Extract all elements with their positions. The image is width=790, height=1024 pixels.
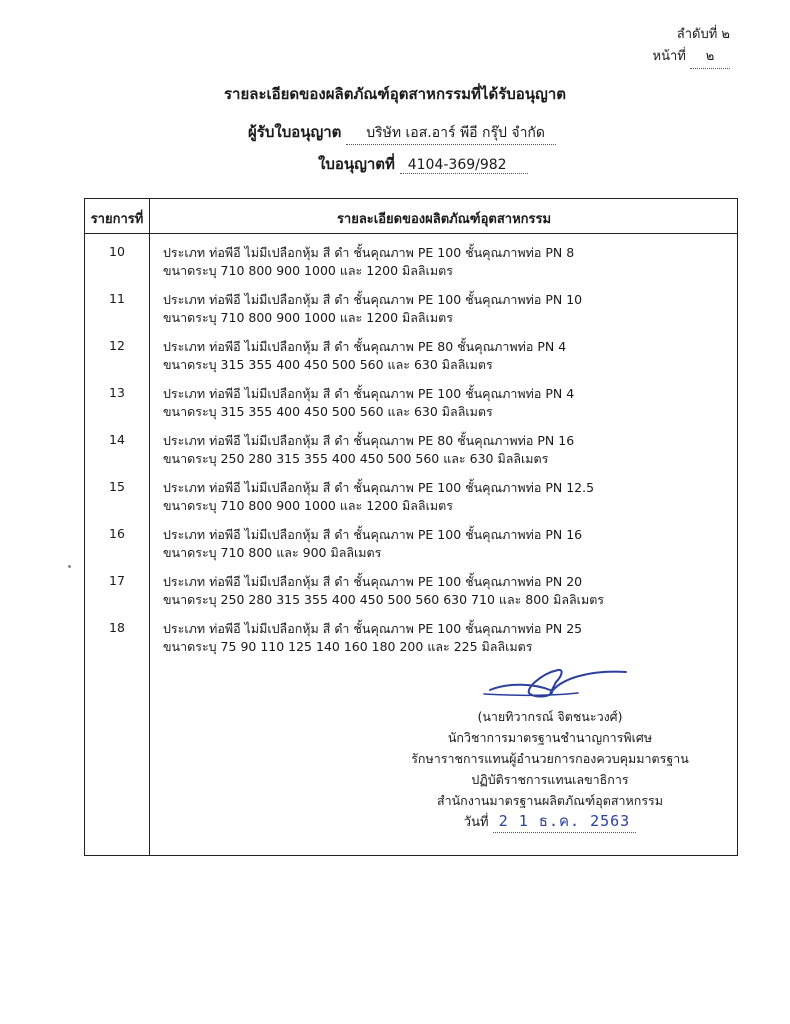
row-line-2: ขนาดระบุ 710 800 และ 900 มิลลิเมตร: [163, 545, 382, 560]
row-description: [163, 432, 733, 468]
licensee-line: [248, 120, 556, 145]
table-row: [85, 385, 737, 429]
table-row: [85, 573, 737, 617]
table-header: [85, 199, 737, 234]
page-value: ๒: [690, 46, 730, 69]
row-description: [163, 338, 733, 374]
date-stamp: 2 1 ธ.ค. 2563: [493, 811, 637, 833]
sequence-line: [653, 24, 730, 46]
row-number: 13: [109, 385, 125, 400]
date-line: [380, 811, 720, 833]
signer-office: สำนักงานมาตรฐานผลิตภัณฑ์อุตสาหกรรม: [436, 793, 664, 808]
sequence-label: ลำดับที่: [676, 27, 718, 42]
license-value: 4104-369/982: [400, 157, 528, 174]
table-row: [85, 291, 737, 335]
row-description: [163, 620, 733, 656]
row-line-2: ขนาดระบุ 315 355 400 450 500 560 และ 630 มิลลิเมตร: [163, 404, 493, 419]
signer-position-2: รักษาราชการแทนผู้อำนวยการกองควบคุมมาตรฐาน: [411, 751, 689, 766]
page-number-block: [653, 24, 730, 69]
row-description: [163, 291, 733, 327]
row-number: 16: [109, 526, 125, 541]
row-line-2: ขนาดระบุ 250 280 315 355 400 450 500 560 และ 630 มิลลิเมตร: [163, 451, 549, 466]
row-line-1: ประเภท ท่อพีอี ไม่มีเปลือกหุ้ม สี ดำ ชั้นคุณภาพ PE 100 ชั้นคุณภาพท่อ PN 8: [163, 245, 575, 260]
license-label: ใบอนุญาตที่: [318, 155, 395, 173]
header-description: รายละเอียดของผลิตภัณฑ์อุตสาหกรรม: [336, 212, 552, 227]
signer-position-3: ปฏิบัติราชการแทนเลขาธิการ: [471, 772, 629, 787]
licensee-value: บริษัท เอส.อาร์ พีอี กรุ๊ป จำกัด: [346, 122, 556, 145]
header-item-no: รายการที่: [90, 212, 144, 227]
table-row: [85, 526, 737, 570]
row-description: [163, 526, 733, 562]
license-number-line: [318, 152, 528, 176]
signer-name: (นายทิวากรณ์ จิตชนะวงศ์): [477, 709, 623, 724]
row-line-1: ประเภท ท่อพีอี ไม่มีเปลือกหุ้ม สี ดำ ชั้นคุณภาพ PE 100 ชั้นคุณภาพท่อ PN 20: [163, 574, 583, 589]
table-row: [85, 620, 737, 664]
page-label: หน้าที่: [652, 49, 686, 64]
table-row: [85, 479, 737, 523]
row-line-1: ประเภท ท่อพีอี ไม่มีเปลือกหุ้ม สี ดำ ชั้นคุณภาพ PE 100 ชั้นคุณภาพท่อ PN 12.5: [163, 480, 595, 495]
date-label: วันที่: [463, 815, 489, 830]
row-number: 17: [109, 573, 125, 588]
signature-text: [380, 706, 720, 833]
row-description: [163, 244, 733, 280]
table-row: [85, 338, 737, 382]
signer-position-1: นักวิชาการมาตรฐานชำนาญการพิเศษ: [447, 730, 653, 745]
row-number: 15: [109, 479, 125, 494]
row-line-1: ประเภท ท่อพีอี ไม่มีเปลือกหุ้ม สี ดำ ชั้นคุณภาพ PE 100 ชั้นคุณภาพท่อ PN 16: [163, 527, 583, 542]
row-number: 10: [109, 244, 125, 259]
row-description: [163, 385, 733, 421]
row-number: 18: [109, 620, 125, 635]
row-description: [163, 573, 733, 609]
page-line: [653, 46, 730, 69]
row-line-2: ขนาดระบุ 710 800 900 1000 และ 1200 มิลลิเมตร: [163, 263, 453, 278]
row-line-1: ประเภท ท่อพีอี ไม่มีเปลือกหุ้ม สี ดำ ชั้นคุณภาพ PE 100 ชั้นคุณภาพท่อ PN 25: [163, 621, 583, 636]
table-row: [85, 432, 737, 476]
row-line-1: ประเภท ท่อพีอี ไม่มีเปลือกหุ้ม สี ดำ ชั้นคุณภาพ PE 100 ชั้นคุณภาพท่อ PN 10: [163, 292, 583, 307]
document-title: รายละเอียดของผลิตภัณฑ์อุตสาหกรรมที่ได้รับอนุญาต: [223, 85, 566, 103]
row-description: [163, 479, 733, 515]
row-line-2: ขนาดระบุ 250 280 315 355 400 450 500 560 630 710 และ 800 มิลลิเมตร: [163, 592, 605, 607]
row-line-2: ขนาดระบุ 710 800 900 1000 และ 1200 มิลลิเมตร: [163, 498, 453, 513]
row-number: 12: [109, 338, 125, 353]
table-row: [85, 244, 737, 288]
row-number: 14: [109, 432, 125, 447]
licensee-label: ผู้รับใบอนุญาต: [248, 123, 342, 141]
row-line-2: ขนาดระบุ 710 800 900 1000 และ 1200 มิลลิเมตร: [163, 310, 453, 325]
row-line-2: ขนาดระบุ 75 90 110 125 140 160 180 200 และ 225 มิลลิเมตร: [163, 639, 533, 654]
row-line-1: ประเภท ท่อพีอี ไม่มีเปลือกหุ้ม สี ดำ ชั้นคุณภาพ PE 80 ชั้นคุณภาพท่อ PN 4: [163, 339, 567, 354]
scan-speck: [68, 565, 71, 568]
row-line-1: ประเภท ท่อพีอี ไม่มีเปลือกหุ้ม สี ดำ ชั้นคุณภาพ PE 100 ชั้นคุณภาพท่อ PN 4: [163, 386, 575, 401]
sequence-value: ๒: [721, 27, 730, 42]
handwritten-signature: [480, 660, 630, 704]
row-line-1: ประเภท ท่อพีอี ไม่มีเปลือกหุ้ม สี ดำ ชั้นคุณภาพ PE 80 ชั้นคุณภาพท่อ PN 16: [163, 433, 575, 448]
row-line-2: ขนาดระบุ 315 355 400 450 500 560 และ 630 มิลลิเมตร: [163, 357, 493, 372]
row-number: 11: [109, 291, 125, 306]
